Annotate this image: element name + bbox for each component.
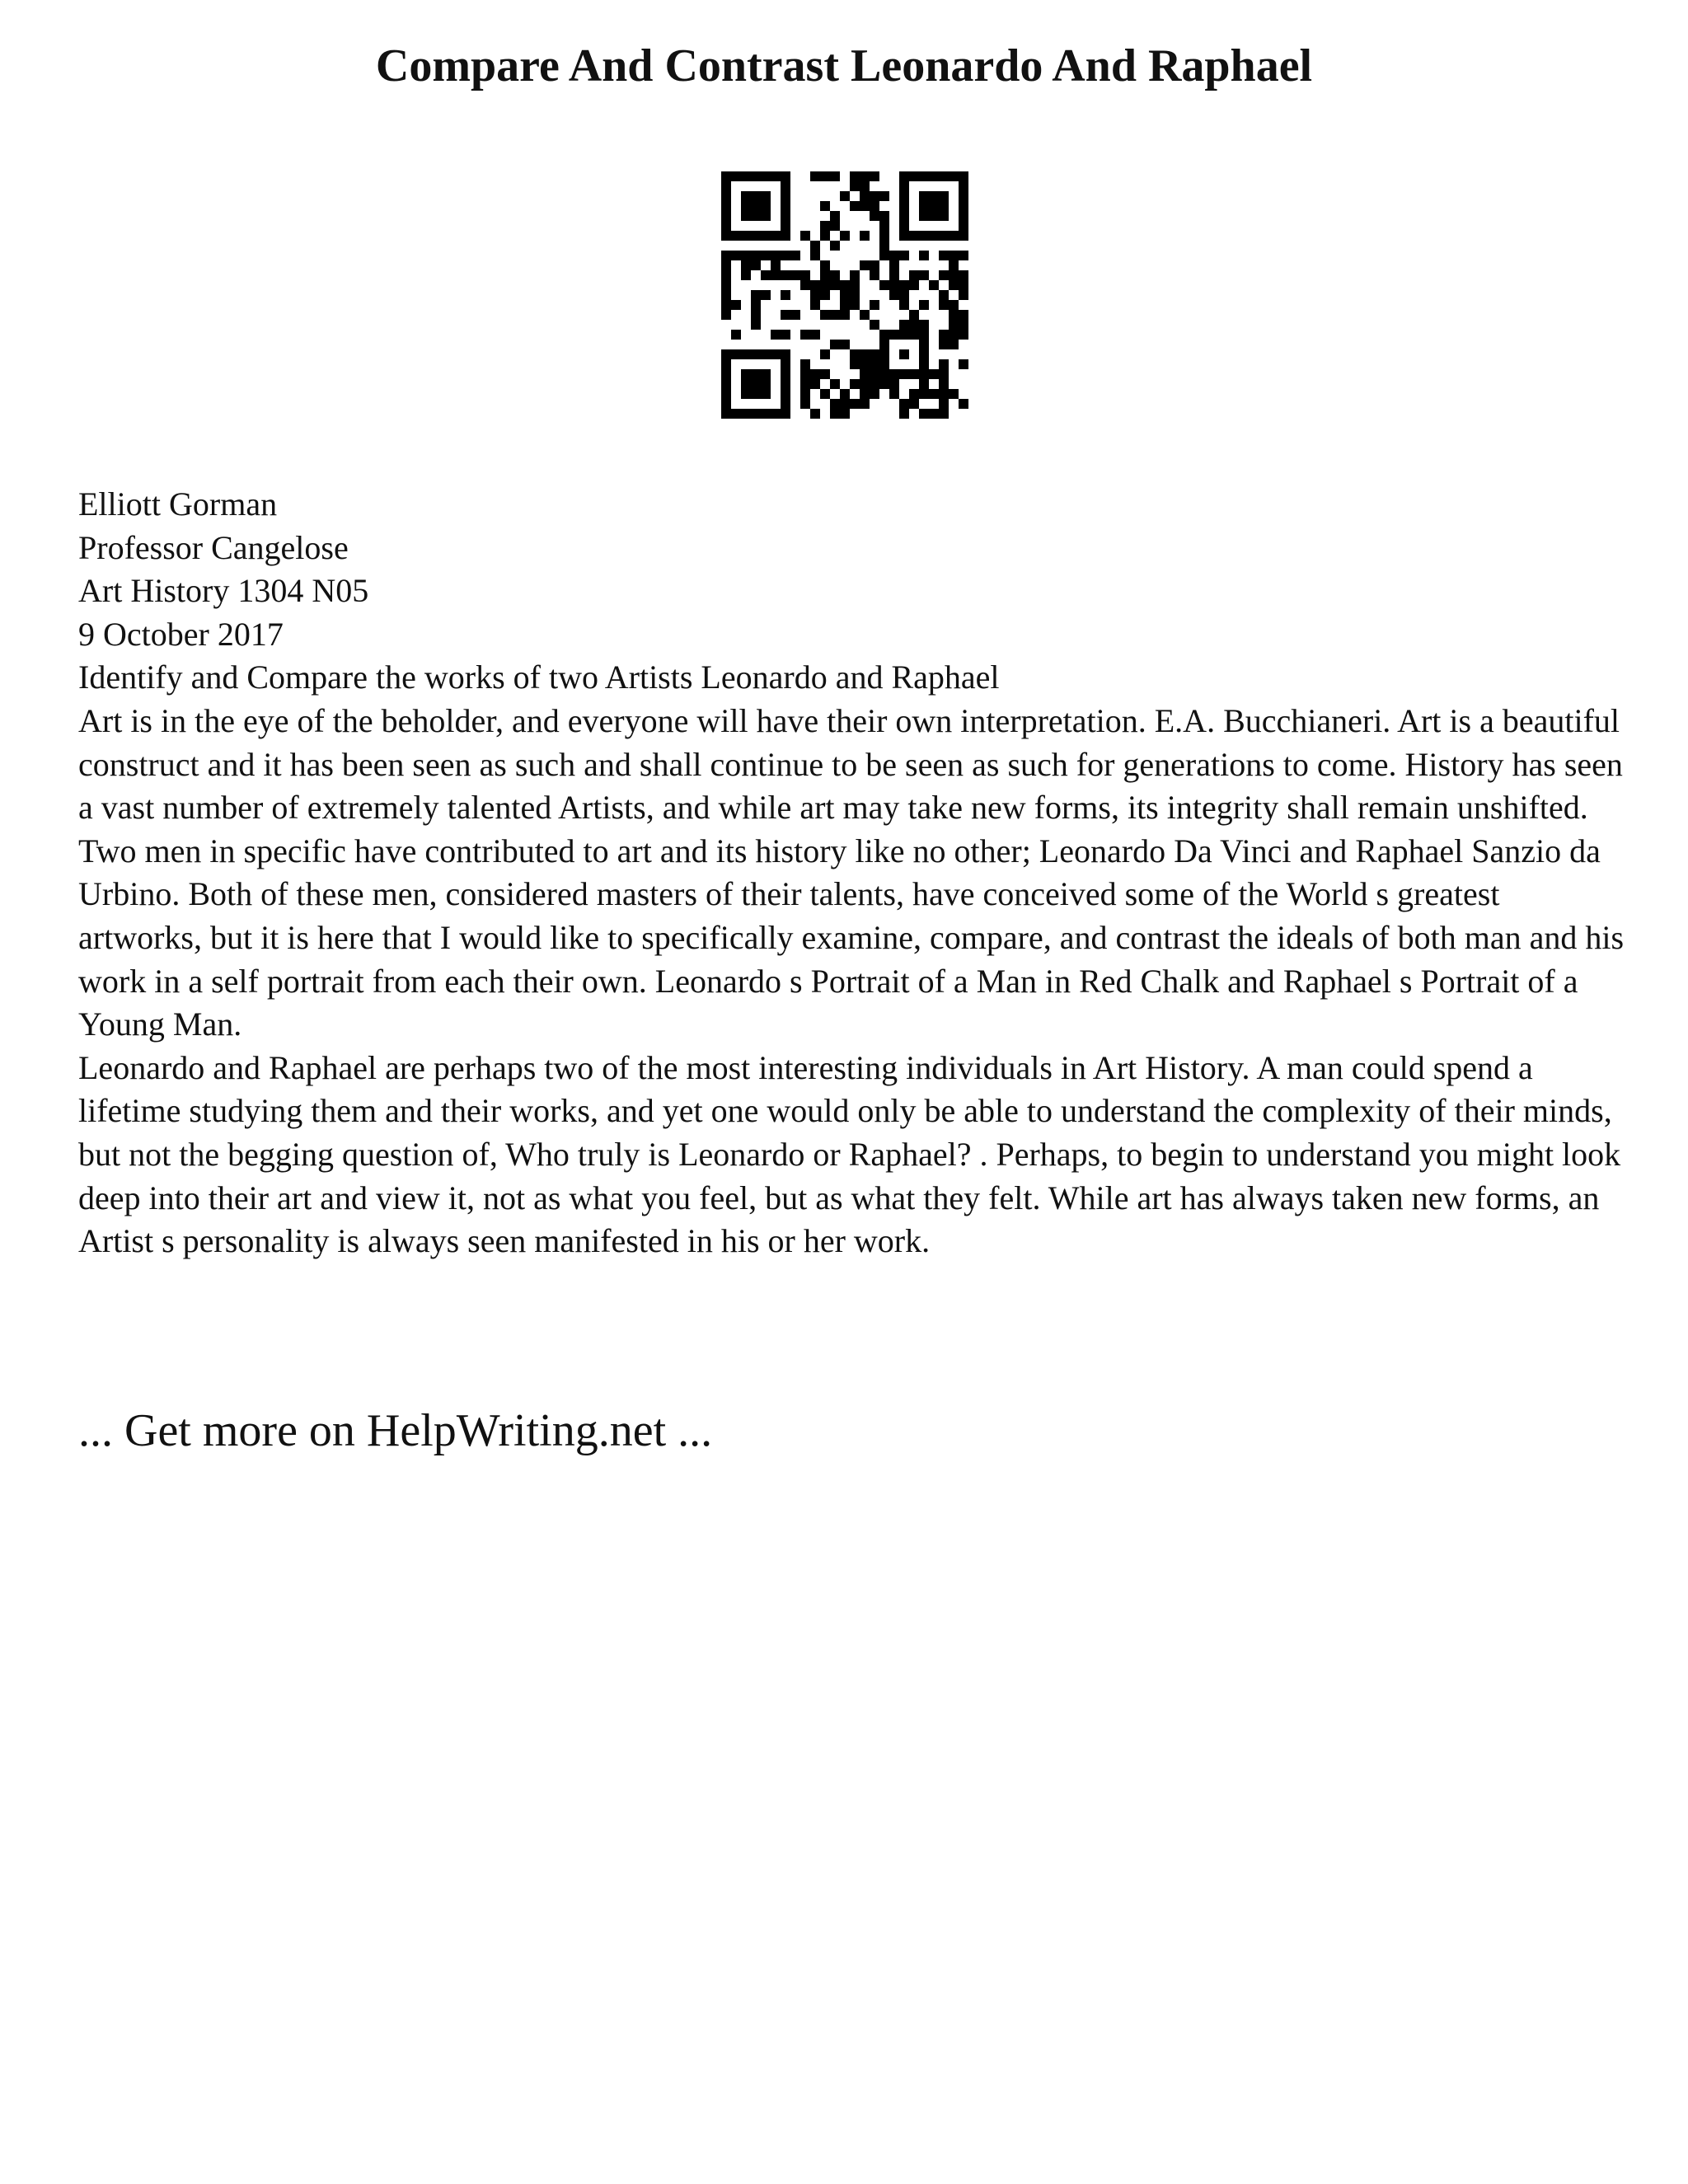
qr-code-icon [721,171,968,419]
professor-name: Professor Cangelose [78,528,349,566]
paragraph-1: Art is in the eye of the beholder, and everyone will have their own interpretation. E.A. Bucchianeri. Art is a beautiful construct and it has been seen as such and shall continue to be seen as such for generations to come. History has seen a vast number of extremely talented Artists, and while art may take new forms, its integrity shall remain unshifted. Two men in specific have contributed to art and its history like no other; Leonardo Da Vinci and Raphael Sanzio da Urbino. Both of these men, considered masters of their talents, have conceived some of the World s greatest artworks, but it is here that I would like to specifically examine, compare, and contrast the ideals of both man and his work in a self portrait from each their own. Leonardo s Portrait of a Man in Red Chalk and Raphael s Portrait of a Young Man. [78,701,1625,1043]
get-more-link[interactable]: ... Get more on HelpWriting.net ... [78,1405,713,1456]
document-title: Compare And Contrast Leonardo And Raphael [375,40,1313,91]
author-name: Elliott Gorman [78,485,278,523]
essay-date: 9 October 2017 [78,615,284,653]
essay-subtitle: Identify and Compare the works of two Artists Leonardo and Raphael [78,658,1000,696]
course-name: Art History 1304 N05 [78,572,369,610]
paragraph-2: Leonardo and Raphael are perhaps two of the most interesting individuals in Art History. A man could spend a lifetime studying them and their works, and yet one would only be able to understand the complexity of their minds, but not the begging question of, Who truly is Leonardo or Raphael? . Perhaps, to begin to understand you might look deep into their art and view it, not as what you feel, but as what they felt. While art has always taken new forms, an Artist s personality is always seen manifested in his or her work. [78,1048,1621,1260]
document-body [78,483,1628,1263]
